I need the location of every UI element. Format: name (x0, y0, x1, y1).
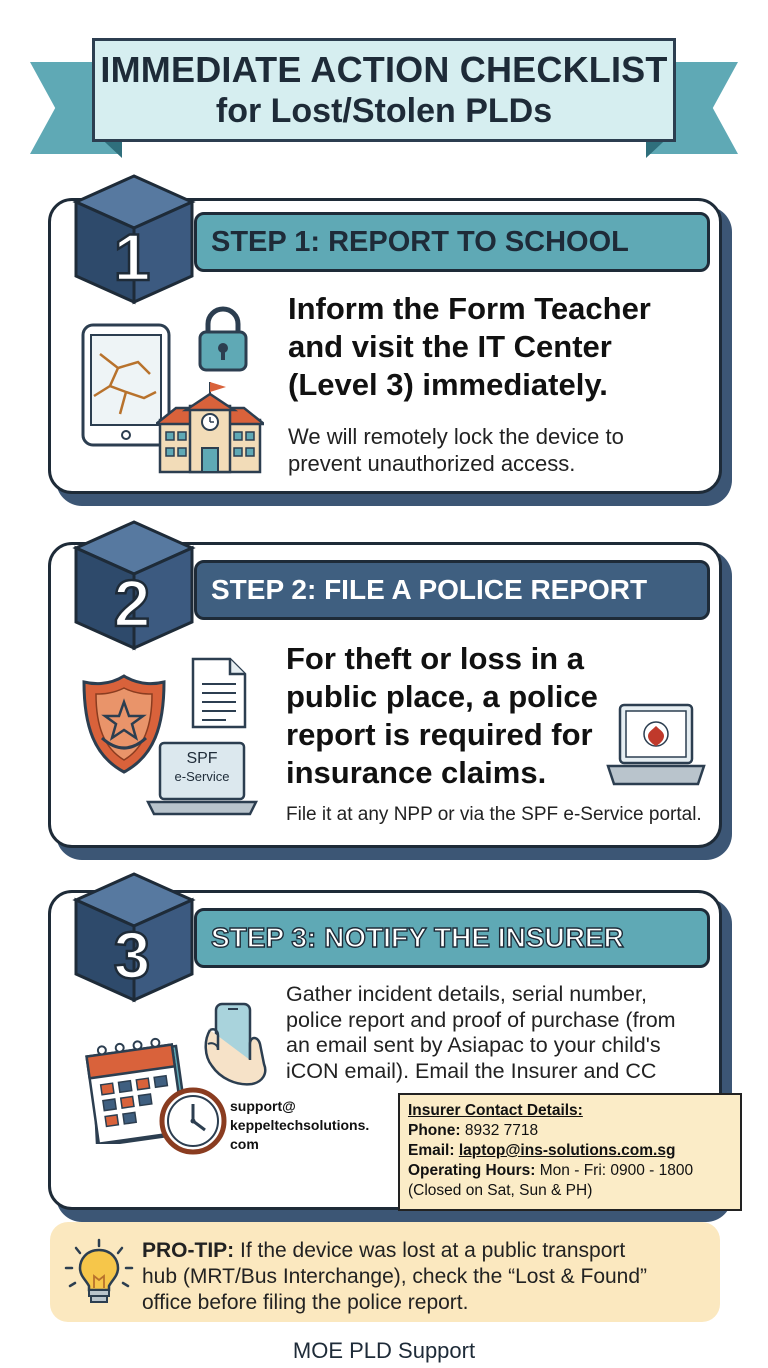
banner-title: IMMEDIATE ACTION CHECKLIST (100, 49, 668, 90)
laptop-icon (146, 740, 258, 818)
police-crest-laptop-icon (606, 702, 706, 788)
pro-tip-line: office before filing the police report. (142, 1291, 469, 1314)
padlock-icon (196, 304, 250, 374)
insurer-hours: Mon - Fri: 0900 - 1800 (539, 1162, 694, 1179)
step2-headline-line: For theft or loss in a (286, 641, 584, 676)
step1-number-cube (72, 172, 196, 306)
phone-in-hand-icon (202, 1000, 272, 1092)
step3-number: 3 (113, 918, 151, 992)
banner-subtitle: for Lost/Stolen PLDs (215, 92, 553, 130)
step2-headline-line: report is required for (286, 717, 593, 752)
step1-body-line: prevent unauthorized access. (288, 451, 576, 476)
insurer-heading: Insurer Contact Details: (408, 1102, 583, 1119)
insurer-contact-box (398, 1093, 742, 1211)
step1-title: STEP 1: REPORT TO SCHOOL (211, 225, 629, 258)
phone-label: Phone: (408, 1122, 461, 1139)
step3-title: STEP 3: NOTIFY THE INSURER (211, 922, 624, 953)
step3-number-cube (72, 870, 196, 1004)
step3-body-line: iCON email). Email the Insurer and CC (286, 1058, 657, 1083)
step2-note: File it at any NPP or via the SPF e-Service portal. (286, 804, 702, 825)
step1-headline-line: and visit the IT Center (288, 329, 612, 364)
laptop-screen-line: SPF (186, 750, 218, 767)
hours-label: Operating Hours: (408, 1162, 536, 1179)
insurer-hours-row (408, 1161, 732, 1181)
pro-tip-label: PRO-TIP: (142, 1239, 235, 1262)
step1-headline (288, 290, 708, 404)
step2-headline (286, 640, 626, 792)
pro-tip-text (142, 1238, 712, 1316)
support-email[interactable] (230, 1097, 369, 1154)
lightbulb-icon (64, 1238, 134, 1308)
step3-body-line: Gather incident details, serial number, (286, 982, 647, 1006)
school-building-icon (156, 380, 264, 474)
insurer-email-row (408, 1141, 732, 1161)
email-label: Email: (408, 1142, 455, 1159)
support-email-line: keppeltechsolutions. (230, 1117, 370, 1133)
step3-body-line: police report and proof of purchase (from (286, 1007, 676, 1032)
laptop-screen-text (160, 750, 244, 786)
document-icon (190, 656, 248, 730)
insurer-phone-row (408, 1121, 732, 1141)
insurer-phone[interactable]: 8932 7718 (464, 1122, 539, 1139)
step1-body-line: We will remotely lock the device to (288, 424, 624, 449)
step2-number: 2 (113, 566, 151, 640)
footer-text: MOE PLD Support (292, 1338, 476, 1363)
step1-title-bar (194, 212, 710, 272)
step2-title: STEP 2: FILE A POLICE REPORT (211, 574, 648, 605)
title-banner (30, 30, 738, 170)
pro-tip-box (50, 1222, 720, 1322)
step2-number-cube (72, 518, 196, 652)
step2-title-bar (194, 560, 710, 620)
laptop-screen-line: e-Service (174, 769, 230, 784)
step3-body-line: an email sent by Asiapac to your child's (286, 1033, 661, 1057)
support-email-line: support@ (230, 1098, 296, 1114)
step2-headline-line: insurance claims. (286, 755, 547, 790)
pro-tip-line: If the device was lost at a public transport (234, 1239, 626, 1262)
step3-title-bar (194, 908, 710, 968)
step1-headline-line: (Level 3) immediately. (288, 367, 608, 402)
banner-box (92, 38, 676, 142)
step1-headline-line: Inform the Form Teacher (288, 291, 651, 326)
insurer-closed-note: (Closed on Sat, Sun & PH) (408, 1182, 593, 1199)
step1-number: 1 (113, 220, 151, 294)
insurer-email-link[interactable]: laptop@ins-solutions.com.sg (458, 1142, 676, 1159)
pro-tip-line: hub (MRT/Bus Interchange), check the “Lost & Found” (142, 1265, 648, 1288)
step1-body (288, 423, 708, 477)
support-email-line: com (230, 1136, 259, 1152)
step2-headline-line: public place, a police (286, 679, 598, 714)
step3-body (286, 982, 716, 1084)
clock-icon (158, 1086, 228, 1156)
